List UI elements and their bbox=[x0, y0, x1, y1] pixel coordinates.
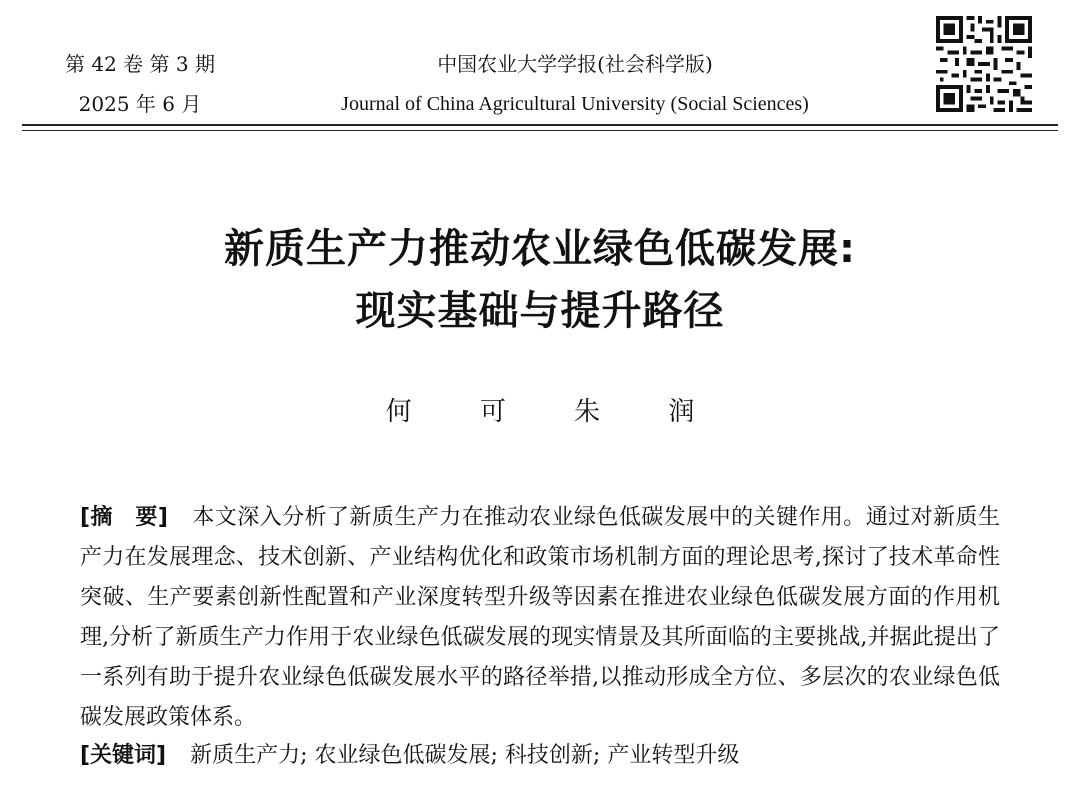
keywords bbox=[80, 736, 1000, 776]
abstract-text: 本文深入分析了新质生产力在推动农业绿色低碳发展中的关键作用。通过对新质生产力在发展理念、技术创新、产业结构优化和政策市场机制方面的理论思考,探讨了技术革命性突破、生产要素创新性配置和产业深度转型升级等因素在推进农业绿色低碳发展方面的作用机理,分析了新质生产力作用于农业绿色低碳发展的现实情景及其所面临的主要挑战,并据此提出了一系列有助于提升农业绿色低碳发展水平的路径举措,以推动形成全方位、多层次的农业绿色低碳发展政策体系。 bbox=[80, 505, 1000, 730]
journal-name-cn: 中国农业大学学报(社会科学版) bbox=[437, 52, 713, 76]
keywords-label: [关键词] bbox=[80, 743, 167, 768]
publication-date: 2025 年 6 月 bbox=[78, 92, 202, 116]
abstract-label: [摘 要] bbox=[80, 505, 168, 530]
issue-info bbox=[40, 44, 240, 124]
paper-title bbox=[60, 218, 1020, 342]
abstract bbox=[80, 498, 1000, 738]
qr-code-icon bbox=[936, 16, 1032, 112]
journal-name-en: Journal of China Agricultural University (Social Sciences) bbox=[341, 93, 809, 115]
keywords-text: 新质生产力; 农业绿色低碳发展; 科技创新; 产业转型升级 bbox=[190, 743, 740, 768]
header-rule-thick bbox=[22, 124, 1058, 126]
paper-title-line2: 现实基础与提升路径 bbox=[355, 288, 725, 334]
volume-issue: 第 42 卷 第 3 期 bbox=[65, 52, 215, 76]
authors: 何 可 朱 润 bbox=[385, 397, 725, 427]
paper-title-line1: 新质生产力推动农业绿色低碳发展: bbox=[224, 226, 856, 272]
header-rule-thin bbox=[22, 130, 1058, 131]
journal-name bbox=[270, 44, 880, 124]
